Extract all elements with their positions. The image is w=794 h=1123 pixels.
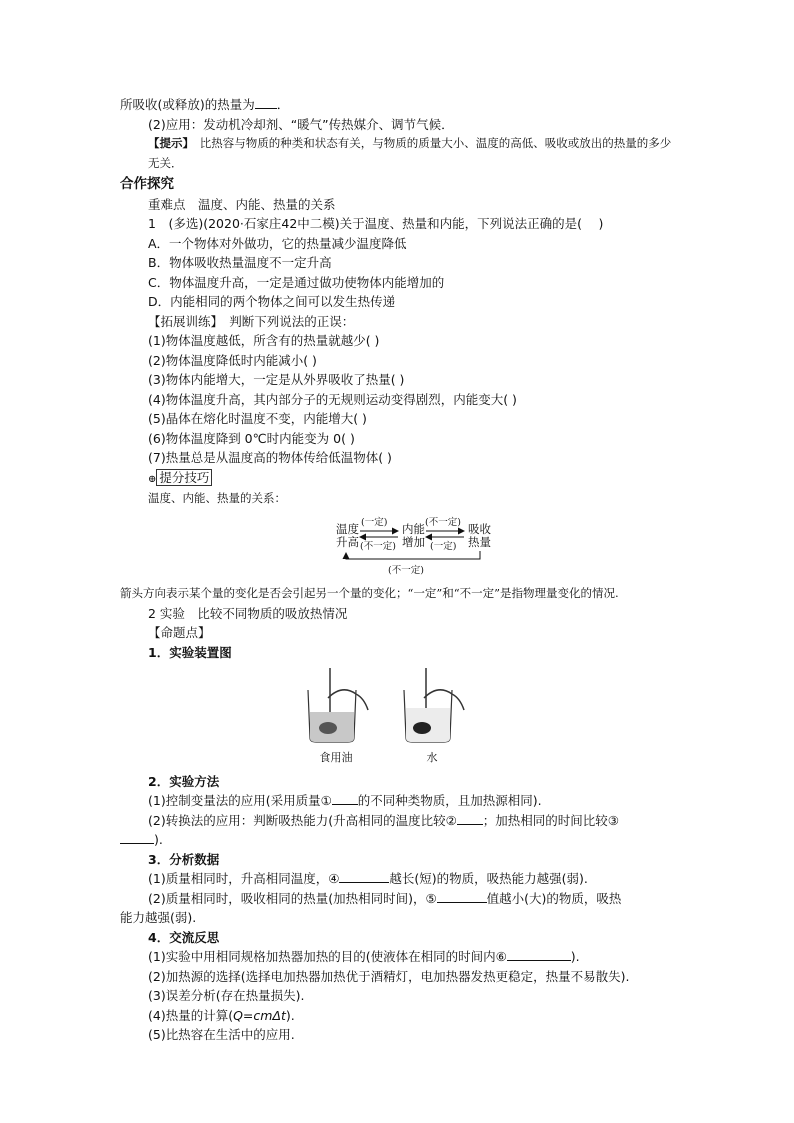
answer-blank-4[interactable] (339, 869, 389, 883)
answer-blank-5[interactable] (437, 889, 487, 903)
training-item: (3)物体内能增大，一定是从外界吸收了热量( ) (148, 372, 405, 387)
answer-blank-1[interactable] (332, 791, 358, 805)
bottom-arrow-label: (不一定) (388, 564, 424, 576)
reflection-item-2: (2)加热源的选择(选择电加热器加热优于酒精灯，电加热器发热更稳定，热量不易散失). (148, 968, 630, 984)
reflection-item-5: (5)比热容在生活中的应用. (148, 1027, 295, 1042)
oil-figure (300, 668, 372, 768)
analysis-item-1: (1)质量相同时，升高相同温度，④ 越长(短)的物质，吸热能力越强(弱). (148, 871, 588, 886)
node-energy-1: 内能 (402, 521, 425, 536)
relation-diagram (120, 513, 680, 583)
heat-formula: Q=cmΔt (233, 1007, 286, 1023)
experiment-title: 2 实验 比较不同物质的吸放热情况 (148, 605, 348, 621)
answer-blank[interactable] (255, 95, 277, 109)
option-d[interactable]: D．内能相同的两个物体之间可以发生热传递 (148, 294, 396, 309)
section-title: 合作探究 (120, 176, 174, 192)
training-item: (1)物体温度越低，所含有的热量就越少( ) (148, 333, 380, 348)
training-item: (4)物体温度升高，其内部分子的无规则运动变得剧烈，内能变大( ) (148, 391, 517, 407)
arrow-note: 箭头方向表示某个量的变化是否会引起另一个量的变化；“一定”和“不一定”是指物理量变化的情况. (120, 586, 619, 600)
tip-paragraph: 【提示】 比热容与物质的种类和状态有关，与物质的质量大小、温度的高低、吸收或放出的热量的多少无关． (148, 136, 672, 170)
answer-blank-6[interactable] (507, 947, 571, 961)
proposition-title: 【命题点】 (148, 625, 211, 640)
method-item-2-cont: ). (120, 830, 680, 850)
arrow2-top-label: (不一定) (425, 516, 461, 528)
answer-blank-3[interactable] (120, 830, 154, 844)
reflection-title: 4．交流反思 (148, 929, 220, 945)
apparatus-figures (300, 668, 680, 768)
option-b[interactable]: B．物体吸收热量温度不一定升高 (148, 255, 332, 270)
arrow-heat-to-temp (346, 551, 480, 559)
oil-label: 食用油 (319, 751, 353, 764)
node-heat-1: 吸收 (468, 521, 491, 536)
option-a[interactable]: A．一个物体对外做功，它的热量减少温度降低 (148, 235, 407, 251)
node-energy-2: 增加 (402, 534, 425, 549)
node-temperature-1: 温度 (336, 521, 359, 536)
analysis-item-2: (2)质量相同时，吸收相同的热量(加热相同时间)，⑤ 值越小(大)的物质，吸热 (148, 890, 622, 906)
option-c[interactable]: C．物体温度升高，一定是通过做功使物体内能增加的 (148, 274, 445, 290)
tips-title: ⊕ 提分技巧 (120, 468, 680, 490)
reflection-item-1: (1)实验中用相同规格加热器加热的目的(使液体在相同的时间内⑥ ). (148, 949, 580, 964)
reflection-item-4: (4)热量的计算(Q=cmΔt). (148, 1007, 295, 1023)
arrow1-bottom-label: (不一定) (360, 540, 396, 552)
node-heat-2: 热量 (468, 534, 491, 549)
question-stem: 1 (多选)(2020·石家庄42中二模)关于温度、热量和内能，下列说法正确的是( ) (148, 216, 604, 231)
arrow1-top-label: (一定) (361, 516, 388, 528)
training-item: (2)物体温度降低时内能减小( ) (148, 352, 317, 368)
training-item: (7)热量总是从温度高的物体传给低温物体( ) (148, 450, 392, 465)
training-header: 【拓展训练】 判断下列说法的正误： (148, 313, 355, 329)
node-temperature-2: 升高 (336, 534, 359, 549)
method-item-2: (2)转换法的应用：判断吸热能力(升高相同的温度比较② ；加热相同的时间比较③ (148, 812, 620, 828)
heat-absorbed-line: 所吸收(或释放)的热量为 ． (120, 97, 290, 112)
oil-beaker-image (300, 668, 372, 746)
training-item: (5)晶体在熔化时温度不变，内能增大( ) (148, 411, 367, 426)
tips-icon: ⊕ (148, 473, 157, 485)
analysis-title: 3．分析数据 (148, 851, 220, 867)
training-item: (6)物体温度降到 0℃时内能变为 0( ) (148, 430, 355, 446)
answer-blank-2[interactable] (457, 811, 483, 825)
water-beaker-image (396, 668, 468, 746)
key-point: 重难点 温度、内能、热量的关系 (148, 196, 336, 212)
water-label: 水 (426, 751, 438, 764)
water-figure (396, 668, 468, 768)
application-line: (2)应用：发动机冷却剂、“暖气”传热媒介、调节气候． (148, 116, 454, 132)
method-item-1: (1)控制变量法的应用(采用质量① 的不同种类物质，且加热源相同). (148, 793, 542, 808)
document-page (120, 95, 680, 1045)
relation-diagram-svg (120, 513, 680, 577)
reflection-item-3: (3)误差分析(存在热量损失). (148, 988, 305, 1003)
method-title: 2．实验方法 (148, 773, 220, 789)
analysis-item-2-cont: 能力越强(弱). (120, 910, 197, 925)
relation-text: 温度、内能、热量的关系： (148, 491, 286, 505)
arrow2-bottom-label: (一定) (430, 540, 457, 552)
setup-title: 1．实验装置图 (148, 644, 232, 660)
